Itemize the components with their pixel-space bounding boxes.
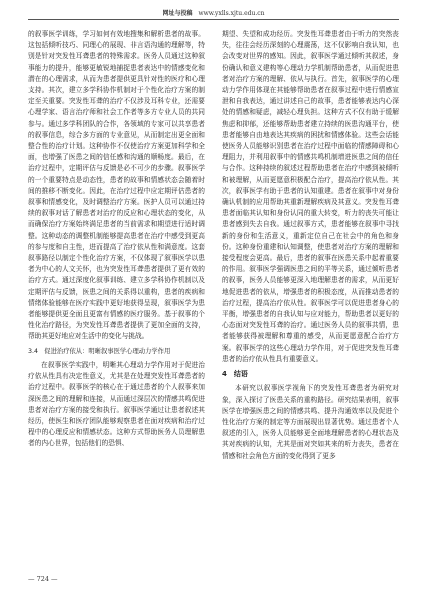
running-header [0, 8, 427, 17]
header-rule [28, 19, 399, 20]
page-number: — 724 — [28, 575, 58, 583]
right-paragraph-1: 期望、失望和成功经历。突发性耳聋患者由于听力的突然丧失，往往会经历深刻的心理震荡，这不仅影响自我认知，也会改变对世界的感知。因此，叙事医学通过倾听其叙述，身份确认和意义建构等心理动力学机制帮助患者，从而促进患者对治疗方案的理解、依从与执行。首先，叙事医学的心理动力学作用体现在其能够帮助患者在叙事过程中进行情感宣泄和自我表达，通过讲述自己的故事，患者能够表达内心深处的情感和疑虑，减轻心理负担。这种方式不仅有助于缓解焦虑和抑郁，还能够帮助患者建立持续的医患沟通平台，使患者能够自由地表达其疾病的困扰和情感体验。这些会话能使医务人员能够识别患者在治疗过程中面临的情感障碍和心理阻力，并利用叙事中的情感共鸣机制增进医患之间的信任与合作。这种持续的叙述过程帮助患者在治疗中感到被倾听和被理解，从而更愿意积极配合治疗，提高治疗依从性。其次，叙事医学有助于患者的认知重建。患者在叙事中对身份确认机制的应用帮助其重新理解疾病及其意义。突发性耳聋患者面临其认知和身份认同的重大转变，听力的丧失可能让患者感到失去自我。通过叙事方式，患者能够在叙事中寻找新的身份和生活意义，重新定位自己在社会中的角色和身份。这种身份重建和认知调整，使患者对治疗方案的理解和接受程度会更高。最后，患者的叙事在医患关系中起着重要的作用。叙事医学强调医患之间的平等关系，通过倾听患者的叙事，医务人员能够更深入地理解患者的需求，从而更好地促进患者的依从，增强患者的积极态度，从而推动患者的治疗过程，提高治疗依从性。叙事医学可以促进患者身心的平衡，增强患者的自我认知与应对能力，帮助患者以更好的心态面对突发性耳聋的治疗。通过医务人员的叙事共情，患者能够获得被理解和尊重的感受，从而更愿意配合治疗方案。叙事医学的这些心理动力学作用，对于促进突发性耳聋患者的治疗依从性具有重要意义。 [222, 30, 399, 363]
right-column [222, 29, 399, 462]
journal-name: 网址与投稿 [162, 10, 193, 17]
right-paragraph-2: 本研究以叙事医学视角下的突发性耳聋患者为研究对象，深入探讨了医患关系的重构路径。研究结果表明，叙事医学在增强医患之间的情感共鸣、提升沟通效率以及促进个性化治疗方案的制定等方面展现出显著优势。通过患者个人叙述的引入，医务人员能够更全面地理解患者的心理状态及其对疾病的认知，尤其是面对突如其来的听力丧失，患者在情感和社会角色方面的变化得到了更多 [222, 384, 399, 460]
section-heading: 4 结语 [222, 370, 248, 379]
left-paragraph-2: 在叙事医学实践中，明晰其心理动力学作用对于促进治疗依从性具有决定性意义，尤其是在处理突发性耳聋患者的治疗过程中。叙事医学的核心在于通过患者的个人叙事来加深医患之间的理解和连接，从而通过深层次的情感共鸣促进患者对治疗方案的接受和执行。叙事医学通过让患者叙述其经历，使医生和医疗团队能够观察患者在面对疾病和治疗过程中的心理反应和情感状态。这种方式帮助医务人员理解患者的内心世界，包括他们的恐惧、 [28, 360, 205, 448]
subsection-heading: 3.4 促进治疗依从：明晰叙事医学心理动力学作用 [28, 347, 171, 355]
left-paragraph-1: 的叙事医学训练，学习如何有效地搜集和解析患者的故事。这包括倾听技巧、同理心的展现、非言语沟通的理解等，特别是针对突发性耳聋患者的特殊需求。医务人员通过这种叙事能力的提升，能够更敏锐地捕捉患者表达中的情感变化和潜在的心理需求，从而为患者提供更具针对性的医疗和心理支持。其次，建立多学科协作机制对于个性化治疗方案的制定至关重要。突发性耳聋的治疗不仅涉及耳科专业，还需要心理学家、语言治疗师和社会工作者等多方专业人员的共同参与。通过多学科团队的合作，各领域的专家可以共享患者的叙事信息，综合多方面的专业意见，从而制定出更全面和整合性的治疗计划。这种协作不仅使治疗方案更加科学和全面，也增强了医患之间的信任感和沟通的顺畅度。最后，在治疗过程中，定期评估与反馈是必不可少的步骤。叙事医学的一个重要特点是动态性，患者的故事和情感状态会随着时间的推移不断变化。因此，在治疗过程中应定期评估患者的叙事和情感变化，及时调整治疗方案。医护人员可以通过持续的叙事对话了解患者对治疗的反应和心理状态的变化，从而确保治疗方案始终满足患者的当前需求和期望进行适时调整。这种动态的调整机制能够提高患者在治疗中感受到更高的参与度和自主性，进而提高了治疗依从性和满意度。这套叙事路径以制定个性化治疗方案，不仅体现了叙事医学以患者为中心的人文关怀，也为突发性耳聋患者提供了更有效的治疗方式。通过深度化叙事训练、建立多学科协作机制以及定期评估与反馈，医患之间的关系得以重构，患者的疾病和情绪体验能够在医疗实践中更好地获得呈现，叙事医学为患者能够提供更全面且更富有情感的医疗服务。基于叙事的个性化治疗路径，为突发性耳聋患者提供了更加全面的支持，帮助其更好地应对生活中的变化与挑战。 [28, 30, 205, 341]
left-column [28, 29, 205, 450]
journal-url: www.yxlls.xjtu.edu.cn [198, 10, 265, 17]
